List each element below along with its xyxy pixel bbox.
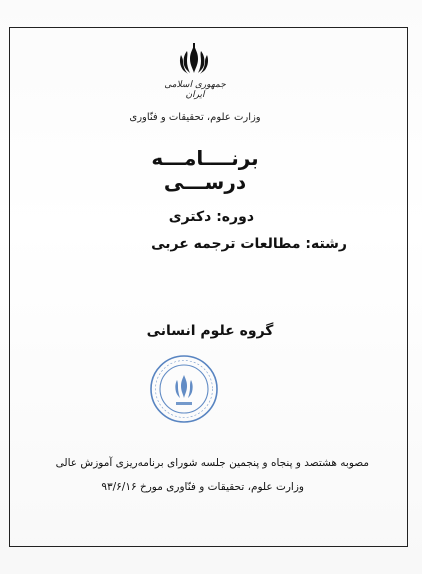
faint-scan-marks: [130, 2, 330, 16]
document-title: برنــــامـــه درســـی: [151, 146, 259, 194]
ministry-name: وزارت علوم، تحقیقات و فنّاوری: [129, 112, 261, 123]
page-border-frame: [9, 27, 408, 547]
emblem-caption: جمهوری اسلامی ایران: [164, 80, 226, 100]
field-of-study: رشته: مطالعات ترجمه عربی: [151, 236, 347, 252]
approval-statement-line-2: وزارت علوم، تحقیقات و فنّاوری مورخ ۹۳/۶/۱۶: [101, 481, 304, 493]
course-period: دوره: دکتری: [168, 209, 254, 225]
official-seal-stamp-icon: [148, 353, 220, 425]
department-group: گروه علوم انسانی: [146, 323, 274, 339]
iran-emblem-icon: [176, 43, 212, 77]
approval-statement-line-1: مصوبه هشتصد و پنجاه و پنجمین جلسه شورای برنامه‌ریزی آموزش عالی: [55, 457, 369, 469]
